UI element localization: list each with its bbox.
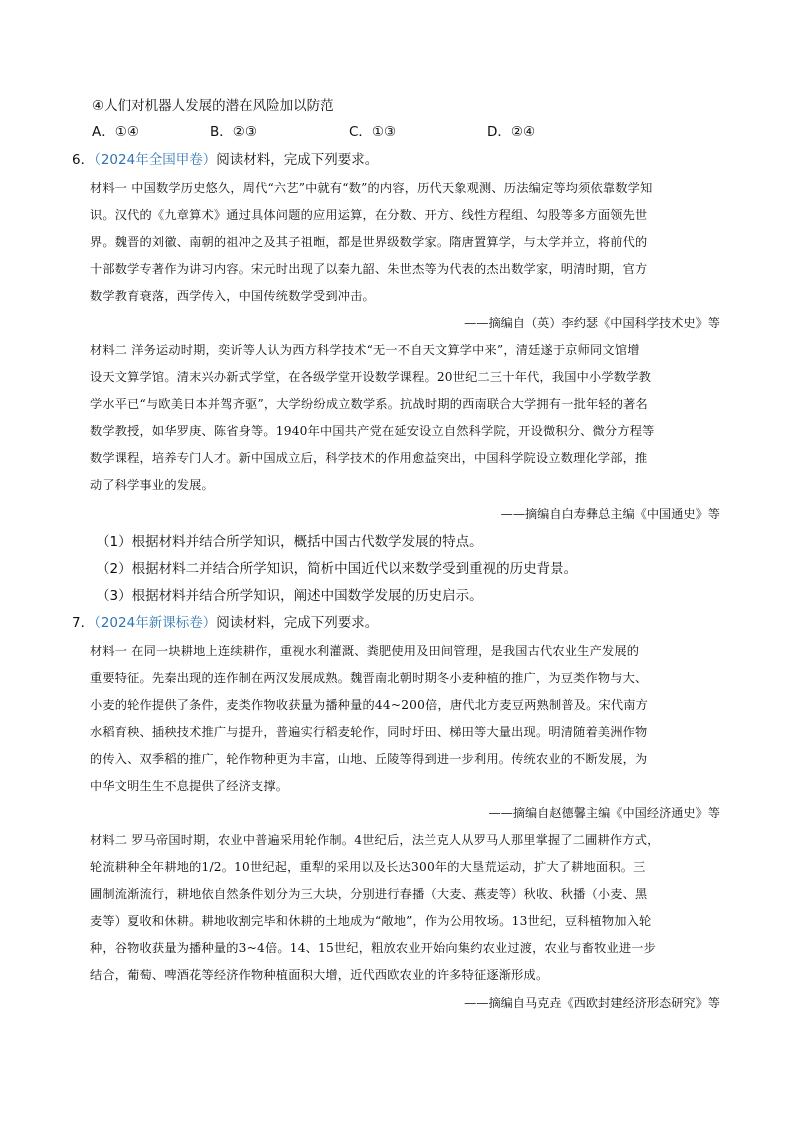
q7-prompt: 阅读材料，完成下列要求。 (216, 615, 379, 631)
q5-option-a: A．①④ (92, 124, 139, 140)
q6-number: 6． (72, 152, 95, 168)
q6-m1-source: ——摘编自（英）李约瑟《中国科学技术史》等 (464, 316, 720, 330)
q7-m2-line: 结合，葡萄、啤酒花等经济作物种植面积大增，近代西欧农业的许多特征逐渐形成。 (90, 968, 549, 982)
q5-option-c: C．①③ (349, 124, 397, 140)
q7-m1-line: 的传入、双季稻的推广，轮作物种更为丰富，山地、丘陵等得到进一步利用。传统农业的不断发展，为 (90, 752, 648, 766)
q6-m2-line: 数学教授，如华罗庚、陈省身等。1940年中国共产党在延安设立自然科学院，开设微积分、微分方程等 (90, 424, 655, 438)
q7-m1-line: 水稻育秧、插秧技术推广与提升，普遍实行稻麦轮作，同时圩田、梯田等大量出现。明清随着美洲作物 (90, 725, 648, 739)
q7-m2-line: 麦等）夏收和休耕。耕地收割完毕和休耕的土地成为“敞地”，作为公用牧场。13世纪，豆科植物加入轮 (90, 914, 652, 928)
q6-m1-line: 材料一 中国数学历史悠久，周代“六艺”中就有“数”的内容，历代天象观测、历法编定等均须依靠数学知 (90, 181, 653, 195)
q5-option-d: D．②④ (487, 124, 536, 140)
q7-m1-source: ——摘编自赵德馨主编《中国经济通史》等 (488, 806, 720, 820)
q7-m1-line: 小麦的轮作提供了条件，麦类作物收获量为播种量的44~200倍，唐代北方麦豆两熟制普及。宋代南方 (90, 698, 649, 712)
q6-m1-line: 识。汉代的《九章算术》通过具体问题的应用运算，在分数、开方、线性方程组、勾股等多方面领先世 (90, 208, 648, 222)
q6-source-tag: （2024年全国甲卷） (94, 152, 217, 168)
q7-m2-line: 材料二 罗马帝国时期，农业中普遍采用轮作制。4世纪后，法兰克人从罗马人那里掌握了二圃耕作方式， (90, 833, 660, 847)
q6-question-2: （2）根据材料二并结合所学知识，简析中国近代以来数学受到重视的历史背景。 (96, 561, 578, 577)
q7-m2-line: 轮流耕种全年耕地的1/2。10世纪起，重犁的采用以及长达300年的大垦荒运动，扩大了耕地面积。三 (90, 860, 646, 874)
q7-m2-source: ——摘编自马克垚《西欧封建经济形态研究》等 (464, 996, 720, 1010)
q7-m1-line: 重要特征。先秦出现的连作制在两汉发展成熟。魏晋南北朝时期冬小麦种植的推广，为豆类作物与大、 (90, 671, 648, 685)
q6-question-1: （1）根据材料并结合所学知识，概括中国古代数学发展的特点。 (96, 534, 483, 550)
q5-item-4: ④人们对机器人发展的潜在风险加以防范 (92, 98, 334, 114)
q6-m2-source: ——摘编自白寿彝总主编《中国通史》等 (500, 507, 720, 521)
q5-option-b: B．②③ (210, 124, 257, 140)
q6-m2-line: 材料二 洋务运动时期，奕䜣等人认为西方科学技术“无一不自天文算学中来”，清廷遂于京师同文馆增 (90, 343, 640, 357)
q7-number: 7． (72, 615, 95, 631)
q7-m2-line: 圃制流渐流行，耕地依自然条件划分为三大块，分别进行春播（大麦、燕麦等）秋收、秋播（小麦、黑 (90, 887, 648, 901)
q6-m2-line: 设天文算学馆。清末兴办新式学堂，在各级学堂开设数学课程。20世纪二三十年代，我国中小学数学教 (90, 370, 651, 384)
q7-source-tag: （2024年新课标卷） (94, 615, 217, 631)
q7-m1-line: 中华文明生生不息提供了经济支撑。 (90, 779, 289, 793)
q7-m2-line: 种，谷物收获量为播种量的3~4倍。14、15世纪，粗放农业开始向集约农业过渡，农业与畜牧业进一步 (90, 941, 657, 955)
q6-m1-line: 十部数学专著作为讲习内容。宋元时出现了以秦九韶、朱世杰等为代表的杰出数学家，明清时期，官方 (90, 262, 648, 276)
q6-m2-line: 动了科学事业的发展。 (90, 478, 214, 492)
q6-m1-line: 界。魏晋的刘徽、南朝的祖冲之及其子祖暅，都是世界级数学家。隋唐置算学，与太学并立，将前代的 (90, 235, 648, 249)
q6-m2-line: 数学课程，培养专门人才。新中国成立后，科学技术的作用愈益突出，中国科学院设立数理化学部，推 (90, 451, 648, 465)
q6-question-3: （3）根据材料并结合所学知识，阐述中国数学发展的历史启示。 (96, 588, 483, 604)
q7-m1-line: 材料一 在同一块耕地上连续耕作，重视水利灌溉、粪肥使用及田间管理，是我国古代农业生产发展的 (90, 644, 640, 658)
q6-header (72, 151, 378, 169)
q7-header (72, 614, 378, 632)
q6-prompt: 阅读材料，完成下列要求。 (216, 152, 379, 168)
q6-m2-line: 学水平已“与欧美日本并驾齐驱”，大学纷纷成立数学系。抗战时期的西南联合大学拥有一批年轻的著名 (90, 397, 648, 411)
q6-m1-line: 数学教育衰落，西学传入，中国传统数学受到冲击。 (90, 289, 375, 303)
